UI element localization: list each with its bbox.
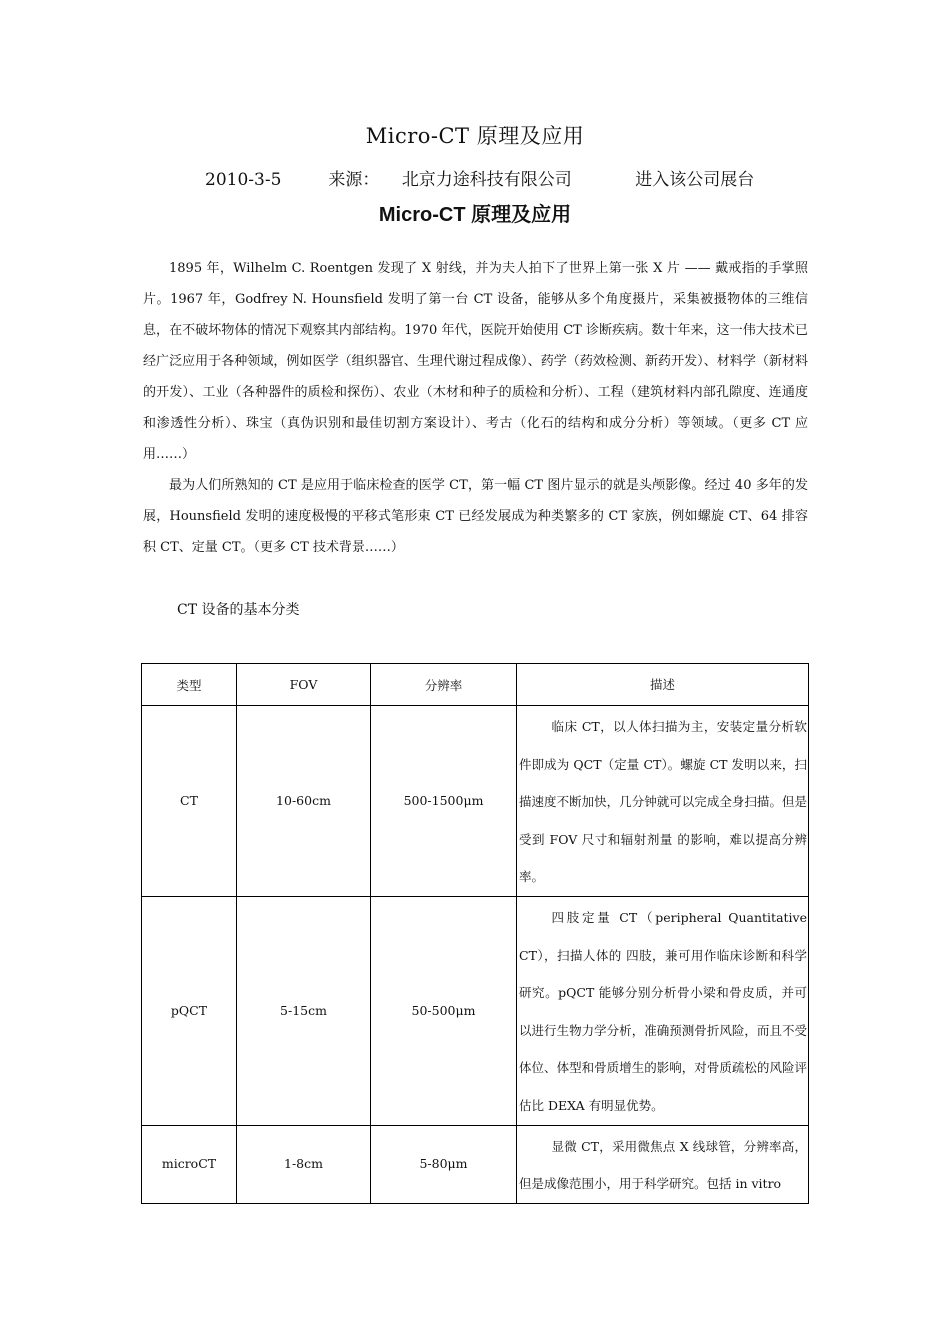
description-text: 四肢定量 CT（peripheral Quantitative CT），扫描人体的 四肢，兼可用作临床诊断和科学研究。pQCT 能够分别分析骨小梁和骨皮质，并可以进行生物力学分析，准确预测骨折风险，而且不受体位、体型和骨质增生的影响，对骨质疏松的风险评估比 DEXA 有明显优势。 <box>519 909 807 1113</box>
cell-resolution: 50-500μm <box>371 896 517 1125</box>
paragraph-history: 1895 年，Wilhelm C. Roentgen 发现了 X 射线，并为夫人拍下了世界上第一张 X 片 —— 戴戒指的手掌照片。1967 年，Godfrey N. Hounsfield 发明了第一台 CT 设备，能够从多个角度摄片，采集被摄物体的三维信息，在不破坏物体的情况下观察其内部结构。1970 年代，医院开始使用 CT 诊断疾病。数十年来，这一伟大技术已经广泛应用于各种领域，例如医学（组织器官、生理代谢过程成像）、药学（药效检测、新药开发）、材料学（新材料的开发）、工业（各种器件的质检和探伤）、农业（木材和种子的质检和分析）、工程（建筑材料内部孔隙度、连通度和渗透性分析）、珠宝（真伪识别和最佳切割方案设计）、考古（化石的结构和成分分析）等领域。（更多 CT 应用……） <box>143 261 808 462</box>
header-resolution: 分辨率 <box>371 664 517 706</box>
cell-resolution: 500-1500μm <box>371 706 517 897</box>
article-body <box>143 253 808 563</box>
company-showroom-link[interactable]: 进入该公司展台 <box>635 170 755 190</box>
table-header-row <box>142 664 809 706</box>
description-text: 临床 CT，以人体扫描为主，安装定量分析软件即成为 QCT（定量 CT）。螺旋 CT 发明以来，扫描速度不断加快，几分钟就可以完成全身扫描。但是受到 FOV 尺寸和辐射剂量 的影响，难以提高分辨率。 <box>519 719 807 885</box>
cell-fov: 1-8cm <box>237 1125 371 1203</box>
header-type: 类型 <box>142 664 237 706</box>
article-heading: Micro-CT 原理及应用 <box>378 204 572 226</box>
cell-type: microCT <box>142 1125 237 1203</box>
header-fov: FOV <box>237 664 371 706</box>
header-description: 描述 <box>517 664 809 706</box>
cell-description <box>517 706 809 897</box>
source-label: 来源： <box>328 170 380 190</box>
article-meta <box>205 165 754 190</box>
table-row <box>142 706 809 897</box>
table-row <box>142 1125 809 1203</box>
cell-resolution: 5-80μm <box>371 1125 517 1203</box>
ct-classification-table <box>141 663 809 1204</box>
source-company: 北京力途科技有限公司 <box>401 170 572 190</box>
table-row <box>142 896 809 1125</box>
document-title: Micro-CT 原理及应用 <box>365 124 585 148</box>
paragraph-medical-ct: 最为人们所熟知的 CT 是应用于临床检查的医学 CT，第一幅 CT 图片显示的就是头颅影像。经过 40 多年的发展，Hounsfield 发明的速度极慢的平移式笔形束 CT 已经发展成为种类繁多的 CT 家族，例如螺旋 CT、64 排容积 CT、定量 CT。（更多 CT 技术背景……） <box>143 478 808 555</box>
description-text: 显微 CT，采用微焦点 X 线球管，分辨率高，但是成像范围小，用于科学研究。包括 in vitro <box>519 1138 807 1192</box>
publish-date: 2010-3-5 <box>205 170 282 190</box>
section-heading: CT 设备的基本分类 <box>177 602 300 618</box>
cell-description <box>517 896 809 1125</box>
cell-fov: 5-15cm <box>237 896 371 1125</box>
cell-fov: 10-60cm <box>237 706 371 897</box>
cell-description <box>517 1125 809 1203</box>
cell-type: CT <box>142 706 237 897</box>
cell-type: pQCT <box>142 896 237 1125</box>
